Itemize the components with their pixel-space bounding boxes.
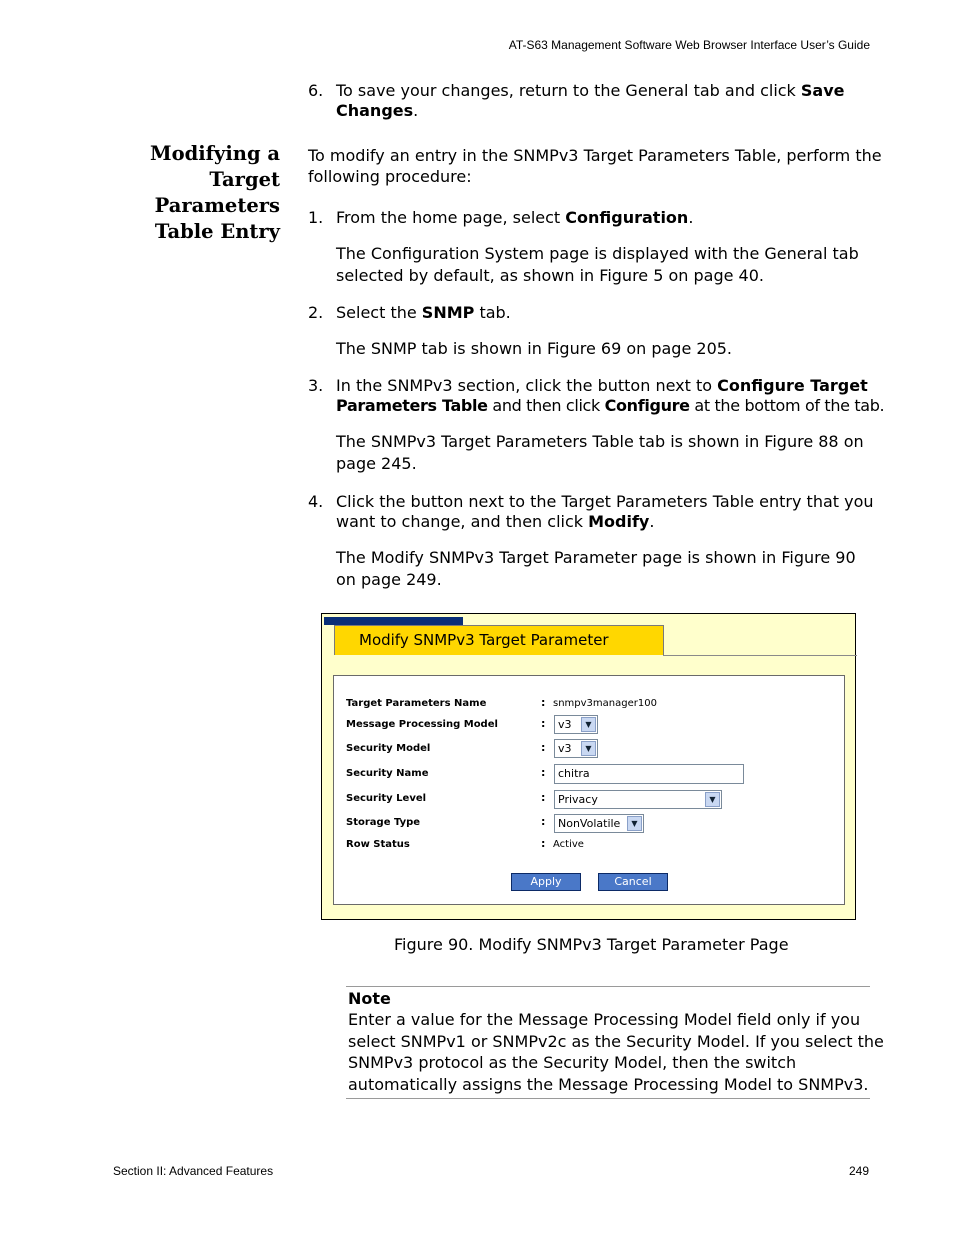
step-2-text (336, 302, 511, 323)
step-2-bold: SNMP (421, 303, 475, 322)
tab-divider (663, 655, 857, 656)
storage-type-label: Storage Type (346, 817, 421, 828)
step-3-line1 (336, 375, 868, 396)
step-4-result-1: The Modify SNMPv3 Target Parameter page is shown in Figure 90 (336, 548, 856, 567)
step-4-suffix: . (649, 512, 655, 531)
sec-name-input[interactable]: chitra (554, 764, 744, 784)
step-4-prefix: want to change, and then click (336, 512, 589, 531)
storage-type-colon: : (541, 815, 546, 828)
step-1-result-1: The Configuration System page is displayed with the General tab (336, 244, 859, 263)
sec-model-label: Security Model (346, 743, 431, 754)
chevron-down-icon[interactable]: ▼ (705, 792, 720, 807)
sec-model-colon: : (541, 741, 546, 754)
tab-modify-target-parameter[interactable]: Modify SNMPv3 Target Parameter (334, 625, 664, 655)
section-heading-line: Target (209, 168, 280, 191)
mp-model-colon: : (541, 717, 546, 730)
target-name-colon: : (541, 696, 546, 709)
step-3-bold: Configure Target (717, 376, 868, 395)
step-3-bold-3: Configure (604, 396, 690, 415)
sec-level-label: Security Level (346, 793, 427, 804)
form-panel (333, 675, 845, 905)
mp-model-label: Message Processing Model (346, 719, 498, 730)
step-4-line1: Click the button next to the Target Parameters Table entry that you (336, 492, 874, 511)
row-status-colon: : (541, 837, 546, 850)
target-name-label: Target Parameters Name (346, 698, 487, 709)
step-6-bold: Save (800, 81, 845, 100)
storage-type-value: NonVolatile (558, 817, 621, 830)
step-2-number: 2. (308, 303, 324, 322)
mp-model-select[interactable] (554, 715, 598, 734)
step-4-number: 4. (308, 492, 324, 511)
figure-screenshot (321, 613, 856, 920)
chevron-down-icon[interactable]: ▼ (581, 741, 596, 756)
running-header: AT-S63 Management Software Web Browser Interface User’s Guide (508, 38, 870, 52)
step-4-result-2: on page 249. (336, 570, 442, 589)
page-number: 249 (848, 1164, 869, 1178)
storage-type-select[interactable] (554, 814, 644, 833)
step-1-result-2: selected by default, as shown in Figure 5 on page 40. (336, 266, 764, 285)
chevron-down-icon[interactable]: ▼ (581, 717, 596, 732)
step-3-mid: and then click (487, 396, 605, 415)
step-6-line2 (336, 100, 418, 121)
sec-level-select[interactable] (554, 790, 722, 809)
step-1-suffix: . (688, 208, 694, 227)
sec-name-label: Security Name (346, 768, 429, 779)
step-6-line1 (336, 80, 845, 101)
apply-button[interactable]: Apply (511, 873, 581, 891)
footer-section: Section II: Advanced Features (113, 1164, 274, 1178)
sec-level-colon: : (541, 791, 546, 804)
row-status-value: Active (553, 839, 584, 850)
note-title: Note (348, 989, 391, 1008)
step-6-suffix: . (413, 101, 419, 120)
note-top-rule (346, 986, 870, 987)
mp-model-value: v3 (558, 718, 572, 731)
target-name-value: snmpv3manager100 (553, 698, 657, 709)
step-2-suffix: tab. (474, 303, 511, 322)
section-heading (80, 141, 280, 245)
note-bottom-rule (346, 1098, 870, 1099)
step-1-text (336, 207, 693, 228)
step-1-bold: Configuration (565, 208, 689, 227)
cancel-button[interactable]: Cancel (598, 873, 668, 891)
sec-name-colon: : (541, 766, 546, 779)
step-3-line2 (336, 395, 884, 416)
step-3-bold-2: Parameters Table (336, 396, 488, 415)
step-6-text: To save your changes, return to the General tab and click (336, 81, 801, 100)
note-line: SNMPv3 protocol as the Security Model, then the switch (348, 1053, 797, 1072)
step-3-result-1: The SNMPv3 Target Parameters Table tab is shown in Figure 88 on (336, 432, 864, 451)
chevron-down-icon[interactable]: ▼ (627, 816, 642, 831)
section-heading-line: Modifying a (150, 142, 280, 165)
note-line: Enter a value for the Message Processing Model field only if you (348, 1010, 861, 1029)
step-2-result: The SNMP tab is shown in Figure 69 on page 205. (336, 339, 733, 358)
step-3-number: 3. (308, 376, 324, 395)
row-status-label: Row Status (346, 839, 410, 850)
section-heading-line: Parameters (154, 194, 280, 217)
note-line: select SNMPv1 or SNMPv2c as the Security Model. If you select the (348, 1032, 884, 1051)
sec-model-value: v3 (558, 742, 572, 755)
intro-line-2: following procedure: (308, 167, 472, 186)
note-line: automatically assigns the Message Processing Model to SNMPv3. (348, 1075, 869, 1094)
step-3-suffix: at the bottom of the tab. (689, 396, 885, 415)
step-6-number: 6. (308, 81, 324, 100)
step-1-prefix: From the home page, select (336, 208, 566, 227)
step-4-line2 (336, 511, 654, 532)
step-4-bold: Modify (588, 512, 650, 531)
tab-strip (324, 617, 463, 625)
sec-model-select[interactable] (554, 739, 598, 758)
step-6-bold-2: Changes (336, 101, 414, 120)
step-2-prefix: Select the (336, 303, 422, 322)
step-1-number: 1. (308, 208, 324, 227)
sec-level-value: Privacy (558, 793, 598, 806)
section-heading-line: Table Entry (154, 220, 280, 243)
figure-caption: Figure 90. Modify SNMPv3 Target Parameter Page (394, 935, 789, 954)
intro-line-1: To modify an entry in the SNMPv3 Target Parameters Table, perform the (308, 146, 882, 165)
step-3-prefix: In the SNMPv3 section, click the button next to (336, 376, 718, 395)
step-3-result-2: page 245. (336, 454, 417, 473)
